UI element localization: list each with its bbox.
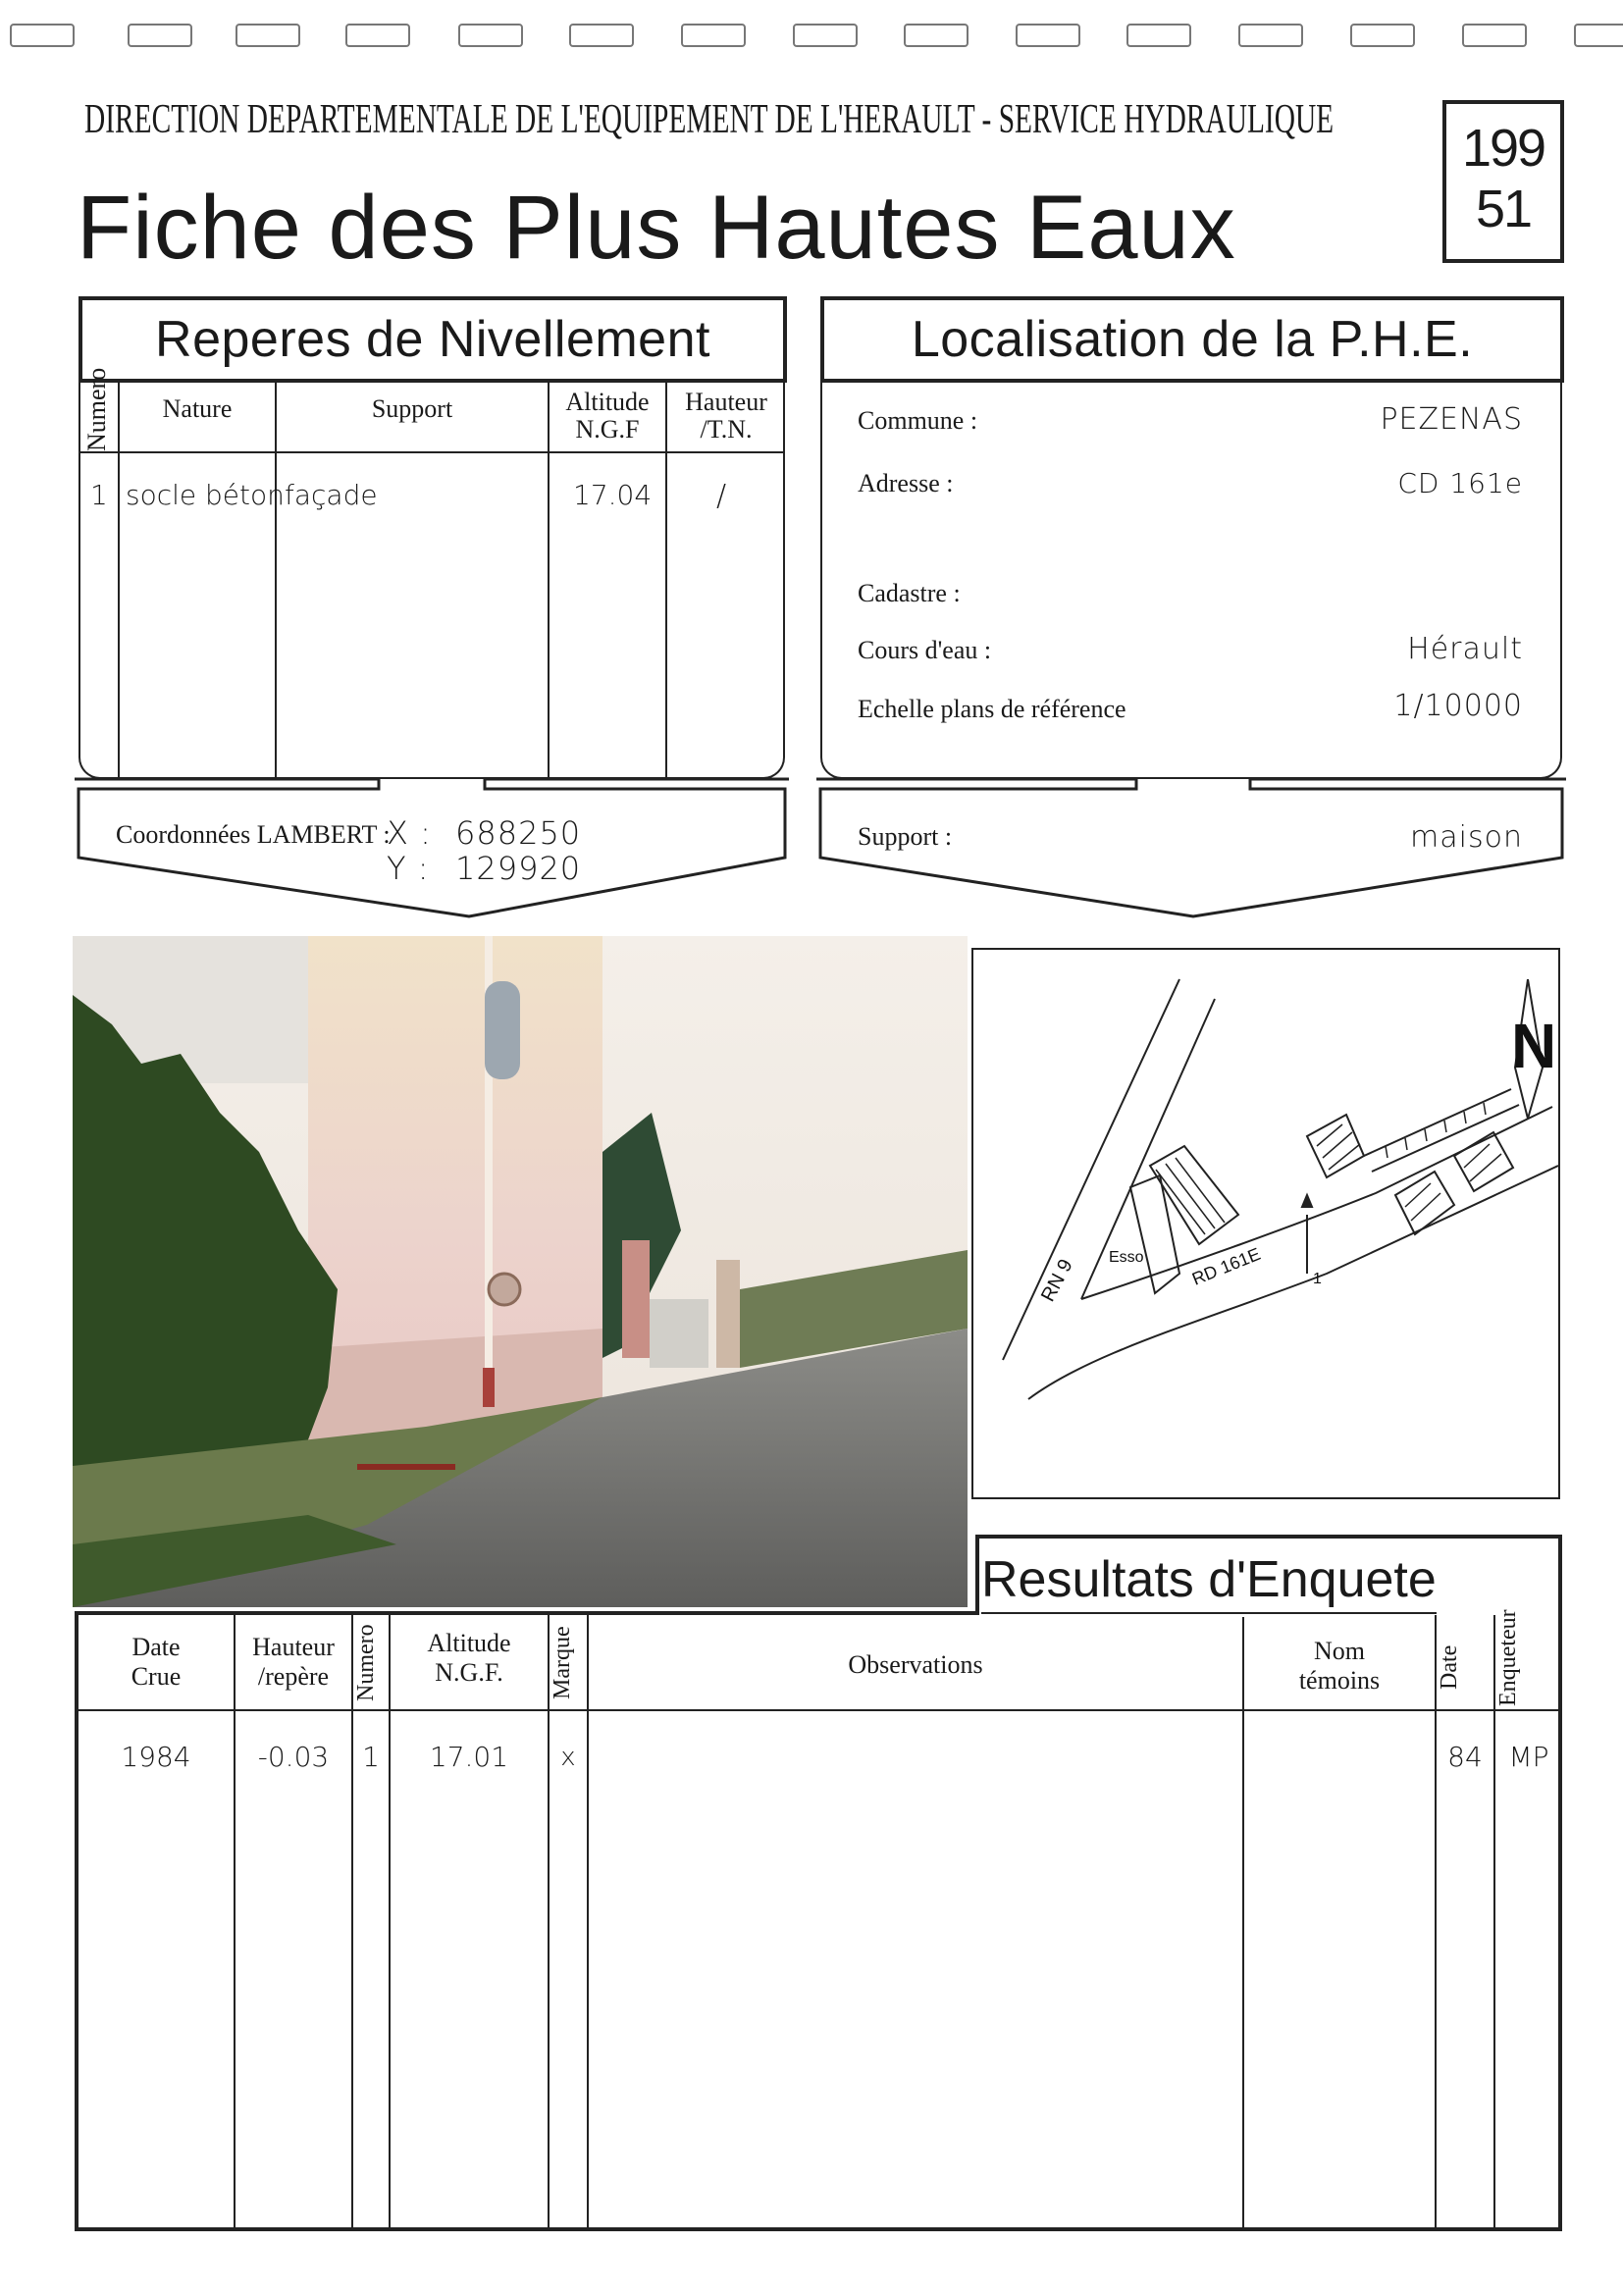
commune-label: Commune :	[858, 406, 978, 435]
support-label: Support :	[858, 822, 953, 851]
col-header-enqueteur: Enqueteur	[1495, 1609, 1521, 1707]
cell-numero: 1	[90, 479, 109, 511]
cell-altitude: 17.01	[429, 1741, 509, 1773]
echelle-value: 1/10000	[1393, 689, 1523, 723]
cell-altitude: 17.04	[573, 479, 653, 511]
col-header-date-crue: Date Crue	[131, 1633, 182, 1691]
support-value: maison	[1410, 820, 1523, 855]
road-label-rd161e: RD 161E	[1189, 1243, 1264, 1289]
binder-hole	[345, 24, 410, 47]
adresse-label: Adresse :	[858, 469, 954, 497]
cell-enqueteur: MP	[1508, 1741, 1549, 1773]
col-header-nature: Nature	[162, 394, 233, 423]
binder-hole	[1016, 24, 1080, 47]
lambert-y-value: 129920	[455, 850, 582, 887]
binder-hole	[1574, 24, 1623, 47]
marker-label: 1	[1313, 1271, 1322, 1287]
echelle-label: Echelle plans de référence	[858, 695, 1126, 723]
localisation-title-box	[820, 296, 1564, 383]
binder-hole	[1126, 24, 1191, 47]
reference-box	[1442, 100, 1564, 263]
section-title: Reperes de Nivellement	[155, 311, 710, 368]
binder-hole	[10, 24, 75, 47]
cell-nature: socle béton	[126, 479, 285, 511]
binder-hole	[793, 24, 858, 47]
cell-hauteur: -0.03	[257, 1741, 330, 1773]
section-title: Localisation de la P.H.E.	[911, 311, 1474, 368]
col-header-nom-temoins: Nom témoins	[1298, 1637, 1381, 1695]
col-header-numero: Numero	[353, 1624, 379, 1702]
binder-hole	[681, 24, 746, 47]
road-label-rn9: RN 9	[1036, 1255, 1077, 1306]
col-header-marque: Marque	[550, 1626, 575, 1700]
cell-date: 84	[1447, 1741, 1483, 1773]
north-arrow-icon: N	[1511, 1011, 1557, 1081]
location-map	[971, 948, 1560, 1499]
cell-numero: 1	[362, 1741, 380, 1773]
reference-number: 51	[1475, 180, 1532, 238]
commune-value: PEZENAS	[1380, 402, 1523, 437]
site-photo	[73, 936, 968, 1607]
col-header-numero: Numero	[82, 367, 111, 451]
adresse-value: CD 161e	[1397, 467, 1523, 499]
cell-date-crue: 1984	[121, 1741, 191, 1773]
col-header-support: Support	[371, 394, 453, 423]
col-header-observations: Observations	[848, 1650, 983, 1679]
binder-hole	[1350, 24, 1415, 47]
binder-hole	[904, 24, 969, 47]
binder-hole	[1238, 24, 1303, 47]
cours-eau-value: Hérault	[1407, 632, 1523, 666]
cadastre-label: Cadastre :	[858, 579, 961, 607]
page-title: Fiche des Plus Hautes Eaux	[77, 178, 1236, 278]
col-header-hauteur: Hauteur /T.N.	[685, 388, 767, 444]
reperes-title-box	[79, 296, 787, 383]
lambert-label: Coordonnées LAMBERT :	[116, 820, 391, 849]
binder-hole	[128, 24, 192, 47]
binder-hole	[569, 24, 634, 47]
cours-eau-label: Cours d'eau :	[858, 636, 992, 664]
col-header-altitude: Altitude N.G.F	[565, 388, 650, 444]
binder-hole	[458, 24, 523, 47]
col-header-altitude: Altitude N.G.F.	[427, 1629, 511, 1687]
lambert-y-label: Y :	[387, 850, 430, 887]
section-title: Resultats d'Enquete	[981, 1551, 1437, 1608]
reference-number: 199	[1461, 119, 1545, 178]
binder-hole	[1462, 24, 1527, 47]
lambert-x-value: 688250	[455, 814, 582, 852]
station-label: Esso	[1109, 1249, 1144, 1266]
col-header-hauteur-repere: Hauteur /repère	[252, 1633, 335, 1691]
cell-hauteur: /	[716, 479, 728, 513]
cell-support: façade	[285, 479, 378, 511]
binder-hole	[236, 24, 300, 47]
col-header-date: Date	[1437, 1644, 1462, 1690]
cell-marque: x	[560, 1743, 576, 1772]
lambert-x-label: X :	[387, 814, 432, 852]
organization-header: DIRECTION DEPARTEMENTALE DE L'EQUIPEMENT DE L'HERAULT - SERVICE HYDRAULIQUE	[84, 97, 1335, 142]
